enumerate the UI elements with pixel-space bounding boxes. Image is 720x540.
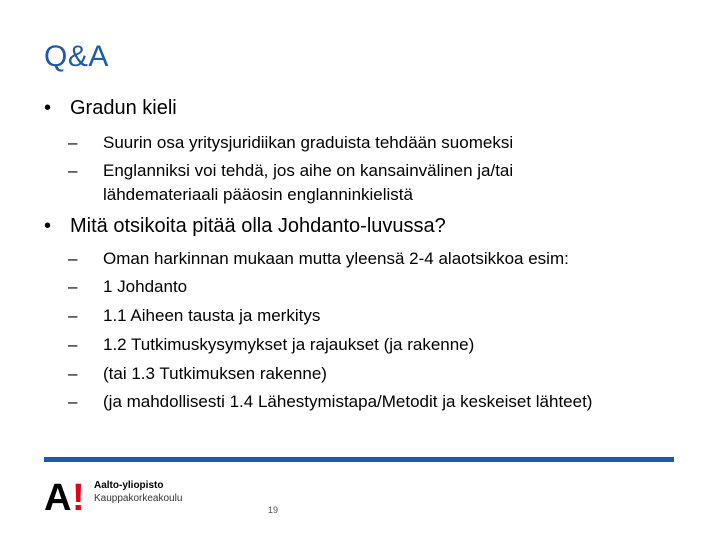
- bullet-text: Gradun kieli: [70, 97, 177, 119]
- bullet-marker: •: [44, 215, 52, 237]
- subitem: [68, 275, 703, 299]
- bullet-marker: •: [44, 97, 52, 119]
- sub-marker: –: [68, 335, 78, 354]
- logo-letter: A: [44, 477, 72, 519]
- sub-marker: –: [68, 249, 78, 268]
- footer-divider: [44, 457, 674, 462]
- sub-marker: –: [68, 392, 78, 411]
- sub-marker: –: [68, 161, 78, 180]
- subitem: [68, 131, 703, 155]
- subitem: [68, 333, 703, 357]
- subitem: [68, 304, 703, 328]
- sub-marker: –: [68, 306, 78, 325]
- subitem-text: Oman harkinnan mukaan mutta yleensä 2-4 alaotsikkoa esim:: [103, 249, 569, 268]
- logo-mark: !: [72, 477, 85, 519]
- sub-marker: –: [68, 277, 78, 296]
- page-number: 19: [268, 505, 279, 515]
- logo-school-name: Kauppakorkeakoulu: [94, 493, 183, 504]
- bullet-gradun-kieli: [44, 97, 177, 120]
- subitem: [68, 362, 703, 386]
- subitem-text: (tai 1.3 Tutkimuksen rakenne): [103, 364, 327, 383]
- subitem-text: (ja mahdollisesti 1.4 Lähestymistapa/Metodit ja keskeiset lähteet): [103, 392, 593, 411]
- sub-marker: –: [68, 133, 78, 152]
- subitem-text: 1.2 Tutkimuskysymykset ja rajaukset (ja rakenne): [103, 335, 475, 354]
- subitem-text: Englanniksi voi tehdä, jos aihe on kansainvälinen ja/tai lähdemateriaali pääosin englanninkielistä: [103, 161, 514, 204]
- subitem-text: 1.1 Aiheen tausta ja merkitys: [103, 306, 321, 325]
- subitem-text: Suurin osa yritysjuridiikan graduista tehdään suomeksi: [103, 133, 514, 152]
- sub-marker: –: [68, 364, 78, 383]
- logo-university-name: Aalto-yliopisto: [94, 480, 164, 491]
- subitem: [68, 159, 623, 207]
- subitem: [68, 247, 703, 271]
- bullet-johdanto-otsikot: [44, 215, 446, 238]
- bullet-text: Mitä otsikoita pitää olla Johdanto-luvussa?: [70, 215, 446, 237]
- subitem-text: 1 Johdanto: [103, 277, 188, 296]
- slide-title: Q&A: [44, 40, 109, 73]
- subitem: [68, 390, 703, 414]
